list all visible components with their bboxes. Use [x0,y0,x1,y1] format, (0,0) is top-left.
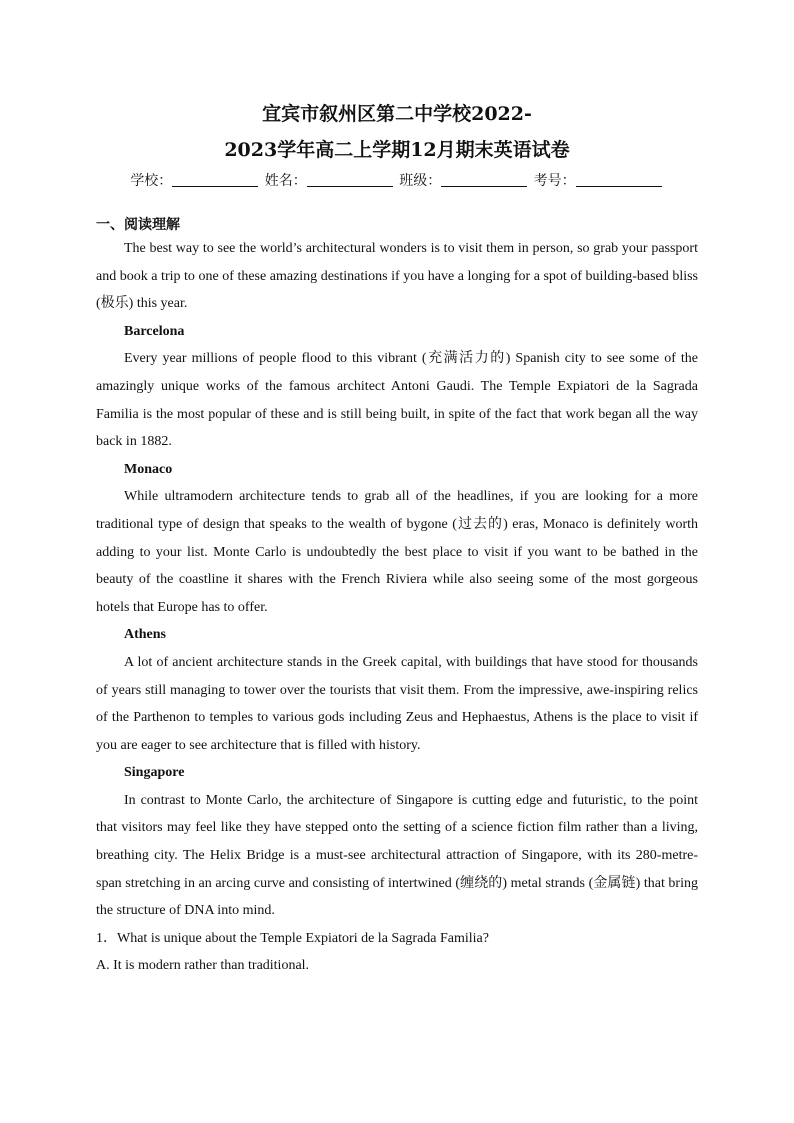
passage-intro: The best way to see the world’s architectural wonders is to visit them in person, so grab your passport and book a trip to one of these amazing destinations if you have a longing for a spot of building-based bliss (极乐) this year. [96,241,698,312]
school-label: 学校： [130,173,173,189]
entry-heading-barcelona: Barcelona [124,323,185,339]
student-info-line [0,170,794,192]
exam-number-label: 考号： [533,173,576,189]
name-label: 姓名： [264,173,307,189]
class-blank [441,172,527,187]
entry-text-singapore: In contrast to Monte Carlo, the architecture of Singapore is cutting edge and futuristic, to the point that visitors may feel like they have stepped onto the setting of a science fiction film rather than a living, breathing city. The Helix Bridge is a must-see architectural attraction of Singapore, with its 280-metre-span stretching in an arcing curve and consisting of intertwined (缠绕的) metal strands (金属链) that bring the structure of DNA into mind. [96,792,698,919]
class-label: 班级： [399,173,442,189]
question-1-option-a: A. It is modern rather than traditional. [96,958,310,974]
entry-heading-monaco: Monaco [124,461,173,477]
section-title: 一、阅读理解 [96,217,180,233]
entry-text-athens: A lot of ancient architecture stands in the Greek capital, with buildings that have stood for thousands of years still managing to tower over the tourists that visit them. From the impressive, awe-inspiring relics of the Parthenon to temples to various gods including Zeus and Hephaestus, Athens is the place to visit if you are eager to see architecture that is filled with history. [96,654,698,753]
exam-title-line1: 宜宾市叙州区第二中学校2022- [262,103,532,125]
entry-text-barcelona: Every year millions of people flood to this vibrant (充满活力的) Spanish city to see some of the amazingly unique works of the famous architect Antoni Gaudi. The Temple Expiatori de la Sagrada Familia is the most popular of these and is still being built, in spite of the fact that work began all the way back in 1882. [96,351,698,450]
entry-text-monaco: While ultramodern architecture tends to grab all of the headlines, if you are looking for a more traditional type of design that speaks to the wealth of bygone (过去的) eras, Monaco is definitely worth adding to your list. Monte Carlo is undoubtedly the best place to visit if you want to be bathed in the beauty of the coastline it shares with the French Riviera while also seeing some of the most gorgeous hotels that Europe has to offer. [96,489,698,615]
reading-passage [96,235,698,980]
question-1-stem: 1．What is unique about the Temple Expiatori de la Sagrada Familia? [96,930,489,946]
exam-number-blank [576,172,662,187]
entry-heading-athens: Athens [124,627,167,643]
entry-heading-singapore: Singapore [124,765,185,781]
exam-title-line2: 2023学年高二上学期12月期末英语试卷 [224,139,570,161]
school-blank [172,172,258,187]
name-blank [307,172,393,187]
